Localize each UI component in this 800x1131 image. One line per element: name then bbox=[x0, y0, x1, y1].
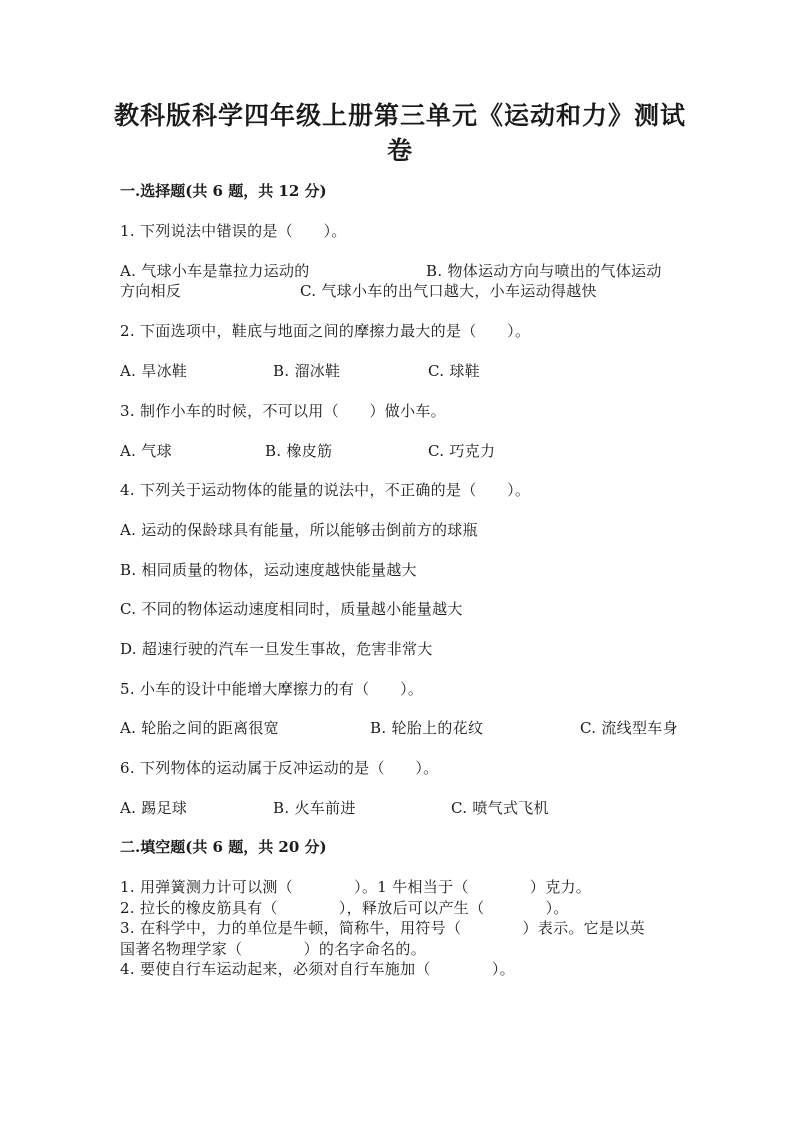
question-2-stem: 2. 下面选项中，鞋底与地面之间的摩擦力最大的是（ ）。 bbox=[120, 322, 531, 340]
question-2-option-b: B. 溜冰鞋 bbox=[273, 362, 341, 380]
exam-title-line-2: 卷 bbox=[386, 136, 413, 165]
question-4-option-b: B. 相同质量的物体，运动速度越快能量越大 bbox=[120, 561, 417, 579]
fill-blank-line-3-continued: 国著名物理学家（ ）的名字命名的。 bbox=[120, 940, 427, 958]
section-heading-fill-blank: 二.填空题(共 6 题，共 20 分) bbox=[120, 838, 327, 856]
question-1-stem: 1. 下列说法中错误的是（ ）。 bbox=[120, 222, 347, 240]
question-5-stem: 5. 小车的设计中能增大摩擦力的有（ ）。 bbox=[120, 680, 424, 698]
question-3-option-a: A. 气球 bbox=[120, 442, 172, 460]
question-6-option-a: A. 踢足球 bbox=[120, 799, 188, 817]
question-4-option-c: C. 不同的物体运动速度相同时，质量越小能量越大 bbox=[120, 600, 463, 618]
fill-blank-line-3: 3. 在科学中，力的单位是牛顿，简称牛，用符号（ ）表示。它是以英 bbox=[120, 919, 645, 937]
question-5-option-c: C. 流线型车身 bbox=[580, 719, 678, 737]
question-3-option-c: C. 巧克力 bbox=[428, 442, 496, 460]
fill-blank-line-1: 1. 用弹簧测力计可以测（ ）。1 牛相当于（ ）克力。 bbox=[120, 878, 592, 896]
question-3-stem: 3. 制作小车的时候，不可以用（ ）做小车。 bbox=[120, 402, 446, 420]
question-2-option-a: A. 旱冰鞋 bbox=[120, 362, 188, 380]
question-5-option-b: B. 轮胎上的花纹 bbox=[370, 719, 484, 737]
question-4-stem: 4. 下列关于运动物体的能量的说法中，不正确的是（ ）。 bbox=[120, 481, 531, 499]
question-1-option-a: A. 气球小车是靠拉力运动的 bbox=[120, 262, 310, 280]
fill-blank-line-4: 4. 要使自行车运动起来，必须对自行车施加（ ）。 bbox=[120, 960, 515, 978]
question-4-option-d: D. 超速行驶的汽车一旦发生事故，危害非常大 bbox=[120, 640, 433, 658]
question-3-option-b: B. 橡皮筋 bbox=[265, 442, 333, 460]
section-heading-choice: 一.选择题(共 6 题，共 12 分) bbox=[120, 182, 327, 200]
question-5-option-a: A. 轮胎之间的距离很宽 bbox=[120, 719, 279, 737]
exam-title-line-1: 教科版科学四年级上册第三单元《运动和力》测试 bbox=[113, 101, 686, 130]
question-1-option-c: C. 气球小车的出气口越大，小车运动得越快 bbox=[300, 282, 597, 300]
question-6-option-c: C. 喷气式飞机 bbox=[451, 799, 549, 817]
question-4-option-a: A. 运动的保龄球具有能量，所以能够击倒前方的球瓶 bbox=[120, 521, 478, 539]
fill-blank-line-2: 2. 拉长的橡皮筋具有（ ），释放后可以产生（ ）。 bbox=[120, 899, 569, 917]
question-1-option-b: B. 物体运动方向与喷出的气体运动 bbox=[426, 262, 662, 280]
question-2-option-c: C. 球鞋 bbox=[428, 362, 480, 380]
question-6-stem: 6. 下列物体的运动属于反冲运动的是（ ）。 bbox=[120, 759, 439, 777]
question-1-option-b-continued: 方向相反 bbox=[120, 282, 182, 300]
question-6-option-b: B. 火车前进 bbox=[273, 799, 356, 817]
